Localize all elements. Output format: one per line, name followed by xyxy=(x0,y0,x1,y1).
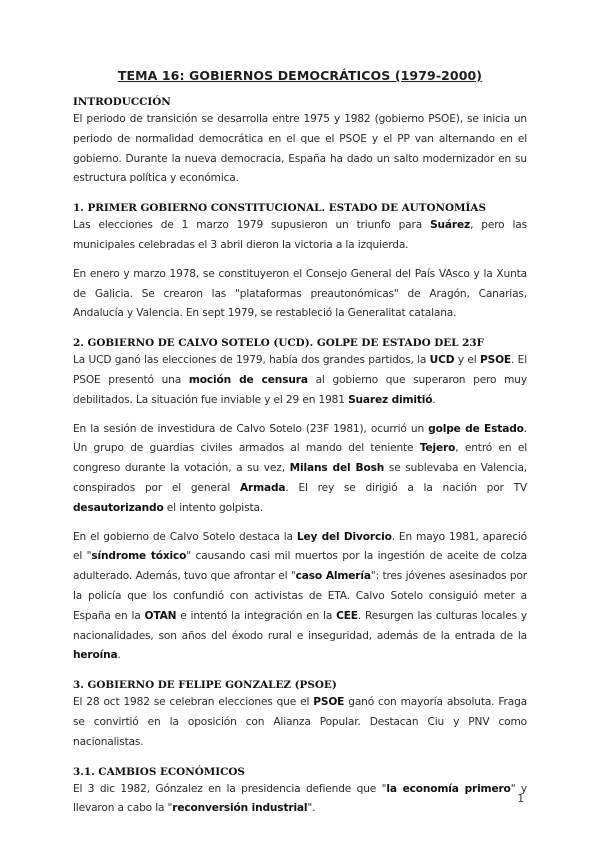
keyword: PSOE xyxy=(313,696,345,709)
keyword: Suarez dimitió xyxy=(348,393,433,406)
keyword: Tejero xyxy=(419,442,456,455)
keyword: Suárez xyxy=(430,219,471,232)
document-title: TEMA 16: GOBIERNOS DEMOCRÁTICOS (1979-2000) xyxy=(117,68,483,83)
section-heading-1: 1. PRIMER GOBIERNO CONSTITUCIONAL. ESTADO DE AUTONOMÍAS xyxy=(73,202,486,215)
keyword: síndrome tóxico xyxy=(91,550,187,563)
section-1-paragraph-1: Las elecciones de 1 marzo 1979 supusieron un triunfo para Suárez, pero las municipales celebradas el 3 abril dieron la victoria a la izquierda. xyxy=(73,219,527,251)
section-heading-2: 2. GOBIERNO DE CALVO SOTELO (UCD). GOLPE DE ESTADO DEL 23F xyxy=(73,337,484,350)
keyword: caso Almería xyxy=(295,570,371,583)
intro-paragraph: El periodo de transición se desarrolla entre 1975 y 1982 (gobierno PSOE), se inicia un periodo de normalidad democrática en el que el PSOE y el PP van alternando en el gobierno. Durante la nueva democracia, España ha dado un salto modernizador en su estructura política y económica. xyxy=(73,113,527,185)
section-2-paragraph-1: La UCD ganó las elecciones de 1979, había dos grandes partidos, la UCD y el PSOE. El PSOE presentó una moción de censura al gobierno que superaron pero muy debilitados. La situación fue inviable y el 29 en 1981 Suarez dimitió. xyxy=(73,354,527,406)
keyword: reconversión industrial xyxy=(172,802,308,815)
section-3-paragraph-1: El 28 oct 1982 se celebran elecciones que el PSOE ganó con mayoría absoluta. Fraga se convirtió en la oposición con Alianza Popular. Destacan Ciu y PNV como nacionalistas. xyxy=(73,696,527,748)
section-3-1-paragraph-1: El 3 dic 1982, Gónzalez en la presidencia defiende que "la economía primero" y llevaron a cabo la "reconversión industrial". xyxy=(73,782,527,815)
section-1-paragraph-2: En enero y marzo 1978, se constituyeron el Consejo General del País VAsco y la Xunta de Galicia. Se crearon las "plataformas preautonómicas" de Aragón, Canarias, Andalucía y Valencia. En sept 1979, se restableció la Generalitat catalana. xyxy=(73,267,527,320)
section-heading-3-1: 3.1. CAMBIOS ECONÓMICOS xyxy=(73,765,245,778)
section-2-paragraph-2: En la sesión de investidura de Calvo Sotelo (23F 1981), ocurrió un golpe de Estado. Un grupo de guardias civiles armados al mando del teniente Tejero, entró en el congreso durante la votación, a su vez, Milans del Bosh se sublevaba en Valencia, conspirados por el general Armada. El rey se dirigió a la nación por TV desautorizando el intento golpista. xyxy=(73,422,528,514)
keyword: UCD xyxy=(429,354,455,367)
keyword: PSOE xyxy=(479,354,512,367)
keyword: desautorizando xyxy=(73,501,164,514)
keyword: Milans del Bosh xyxy=(289,462,385,475)
section-heading-3: 3. GOBIERNO DE FELIPE GONZALEZ (PSOE) xyxy=(73,679,337,692)
keyword: OTAN xyxy=(144,609,177,622)
keyword: Ley del Divorcio xyxy=(296,530,392,543)
section-2-paragraph-3: En el gobierno de Calvo Sotelo destaca la Ley del Divorcio. En mayo 1981, apareció el "síndrome tóxico" causando casi mil muertos por la ingestión de aceite de colza adulterado. Además, tuvo que afrontar el "caso Almería": tres jóvenes asesinados por la policía que los confundió con activistas de ETA. Calvo Sotelo consiguió meter a España en la OTAN e intentó la integración en la CEE. Resurgen las culturas locales y nacionalidades, son años del éxodo rural e inseguridad, además de la entrada de la heroína. xyxy=(73,530,528,662)
section-heading-intro: INTRODUCCIÓN xyxy=(73,96,171,108)
keyword: Armada xyxy=(239,481,286,494)
keyword: la economía primero xyxy=(386,782,511,795)
keyword: CEE xyxy=(336,609,358,622)
keyword: moción de censura xyxy=(188,373,308,386)
keyword: golpe de Estado xyxy=(428,422,524,435)
keyword: heroína xyxy=(73,649,118,662)
page-number: 1 xyxy=(517,793,524,805)
